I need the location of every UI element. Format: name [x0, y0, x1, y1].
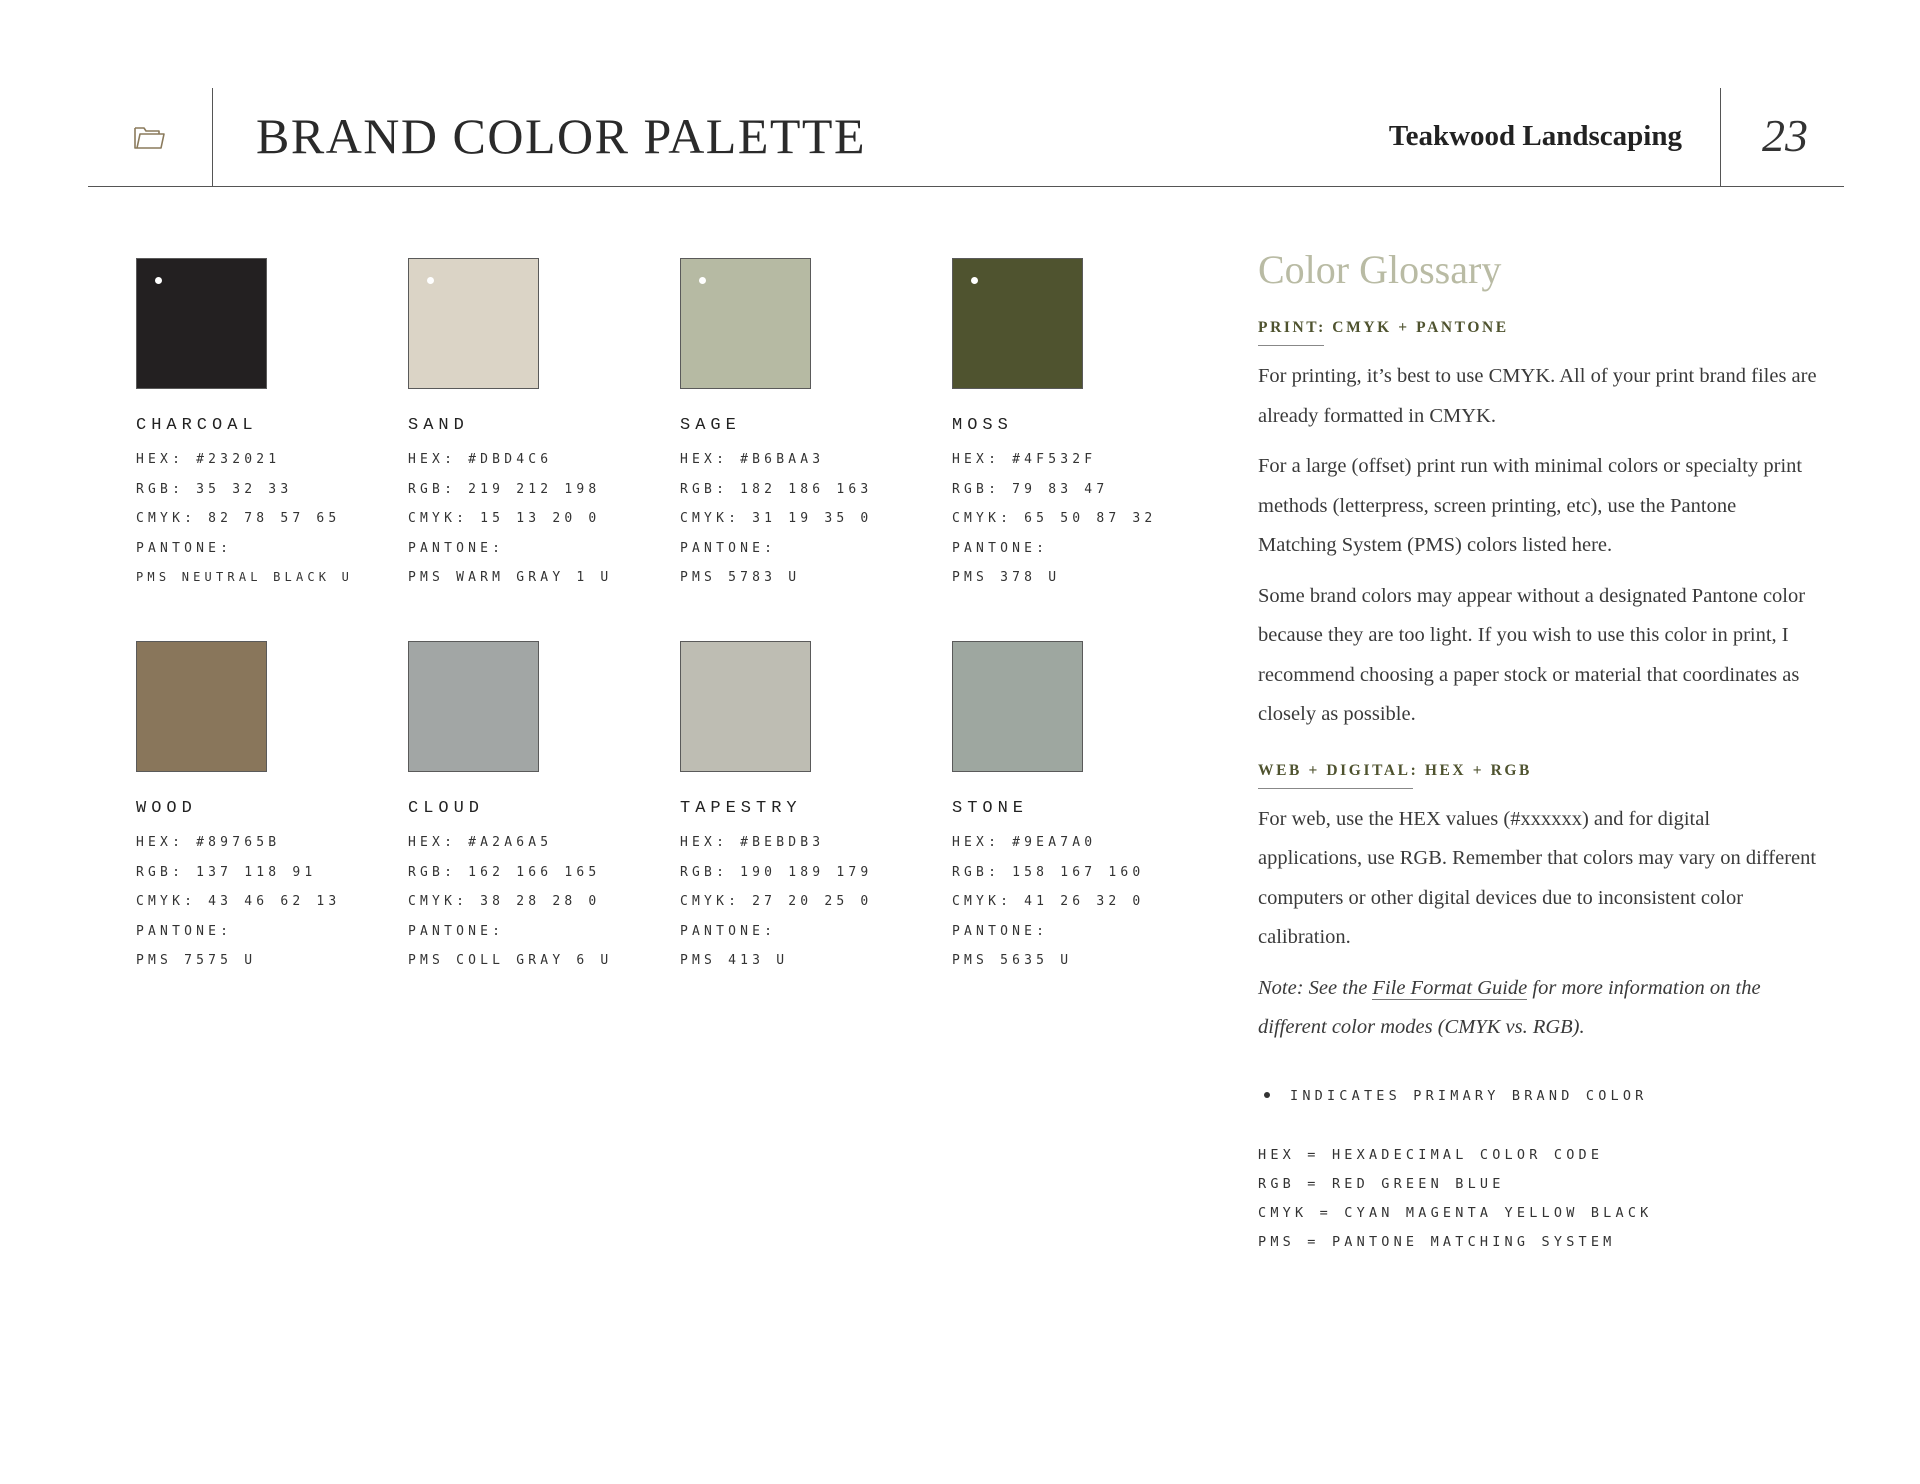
file-format-guide-link[interactable]: File Format Guide: [1372, 976, 1528, 999]
swatch-hex: HEX: #232021: [136, 452, 281, 467]
print-heading-text: PRINT: CMYK + PANTONE: [1258, 319, 1509, 336]
page-header: [88, 88, 1844, 187]
swatch-pantone-label: PANTONE:: [408, 540, 505, 556]
swatch-pantone: PMS NEUTRAL BLACK U: [136, 570, 354, 584]
color-glossary: [1258, 244, 1818, 1257]
swatch-pantone-label: PANTONE:: [136, 923, 233, 939]
swatch-card-tapestry: [680, 641, 920, 976]
swatch-rgb: RGB: 182 186 163: [680, 481, 873, 497]
swatch-card-wood: [136, 641, 376, 976]
swatch-pantone-label: PANTONE:: [408, 923, 505, 939]
primary-indicator: [1258, 1082, 1818, 1111]
swatch-name: TAPESTRY: [680, 799, 802, 818]
folder-icon: [132, 122, 166, 152]
color-swatch: [136, 258, 267, 389]
swatch-cmyk: CMYK: 82 78 57 65: [136, 511, 341, 526]
glossary-title: Color Glossary: [1258, 247, 1502, 292]
primary-indicator-text: INDICATES PRIMARY BRAND COLOR: [1290, 1087, 1648, 1104]
swatch-name: SAGE: [680, 416, 741, 435]
print-paragraph-1: For printing, it’s best to use CMYK. All of your print brand files are already formatted in CMYK.: [1258, 365, 1817, 427]
swatch-rgb: RGB: 137 118 91: [136, 864, 317, 880]
swatch-pantone-label: PANTONE:: [680, 540, 777, 556]
swatch-pantone-label: PANTONE:: [680, 923, 777, 939]
color-swatch: [408, 641, 539, 772]
web-paragraph: For web, use the HEX values (#xxxxxx) and for digital applications, use RGB. Remember that colors may vary on different computers or other digital devices due to inconsistent color calibration.: [1258, 807, 1817, 948]
swatch-rgb: RGB: 162 166 165: [408, 864, 601, 880]
swatch-name: CLOUD: [408, 799, 485, 818]
legend-item: HEX = HEXADECIMAL COLOR CODE: [1258, 1146, 1604, 1163]
legend-list: [1258, 1141, 1818, 1257]
swatch-rgb: RGB: 79 83 47: [952, 481, 1109, 497]
color-swatch: [680, 641, 811, 772]
swatch-cmyk: CMYK: 38 28 28 0: [408, 894, 601, 909]
swatch-hex: HEX: #B6BAA3: [680, 452, 825, 467]
print-paragraph-3: Some brand colors may appear without a designated Pantone color because they are too light. If you wish to use this color in print, I recommend choosing a paper stock or material that coordinates as closely as possible.: [1258, 584, 1806, 725]
note-prefix: Note: See the: [1258, 976, 1373, 999]
bullet-icon: [1264, 1092, 1270, 1098]
swatch-rgb: RGB: 158 167 160: [952, 864, 1145, 880]
legend-item: PMS = PANTONE MATCHING SYSTEM: [1258, 1233, 1616, 1250]
swatch-pantone-label: PANTONE:: [136, 540, 233, 556]
web-heading-text: WEB + DIGITAL: HEX + RGB: [1258, 761, 1532, 779]
header-divider-right: [1720, 88, 1721, 186]
primary-dot-icon: [699, 277, 706, 284]
note-paragraph: [1258, 969, 1818, 1048]
legend-item: CMYK = CYAN MAGENTA YELLOW BLACK: [1258, 1204, 1653, 1221]
color-swatch: [408, 258, 539, 389]
swatch-pantone: PMS 5783 U: [680, 570, 801, 585]
swatch-name: MOSS: [952, 416, 1013, 435]
swatch-pantone: PMS 5635 U: [952, 953, 1073, 968]
color-swatch: [952, 641, 1083, 772]
swatch-pantone: PMS 7575 U: [136, 953, 257, 968]
swatch-pantone: PMS COLL GRAY 6 U: [408, 953, 613, 968]
swatch-rgb: RGB: 219 212 198: [408, 481, 601, 497]
brand-name: Teakwood Landscaping: [1388, 120, 1682, 152]
print-paragraph-2: For a large (offset) print run with minimal colors or specialty print methods (letterpress, screen printing, etc), use the Pantone Matching System (PMS) colors listed here.: [1258, 455, 1803, 556]
swatch-cmyk: CMYK: 27 20 25 0: [680, 894, 873, 909]
note-suffix: for more information on the different color modes (CMYK vs. RGB).: [1258, 976, 1761, 1038]
swatch-card-moss: [952, 258, 1192, 593]
color-swatch: [680, 258, 811, 389]
swatch-name: SAND: [408, 416, 469, 435]
legend-item: RGB = RED GREEN BLUE: [1258, 1175, 1505, 1192]
print-heading: [1258, 318, 1509, 338]
swatch-card-cloud: [408, 641, 648, 976]
swatch-pantone: PMS WARM GRAY 1 U: [408, 570, 613, 585]
swatch-hex: HEX: #4F532F: [952, 452, 1097, 467]
page-number: 23: [1762, 110, 1808, 161]
page-title: BRAND COLOR PALETTE: [256, 108, 867, 164]
swatch-cmyk: CMYK: 43 46 62 13: [136, 894, 341, 909]
swatch-rgb: RGB: 35 32 33: [136, 481, 293, 497]
swatch-hex: HEX: #BEBDB3: [680, 835, 825, 850]
swatch-rgb: RGB: 190 189 179: [680, 864, 873, 880]
primary-dot-icon: [155, 277, 162, 284]
primary-dot-icon: [971, 277, 978, 284]
swatch-name: CHARCOAL: [136, 416, 258, 435]
header-divider-left: [212, 88, 213, 186]
swatch-pantone: PMS 378 U: [952, 570, 1061, 585]
swatch-name: WOOD: [136, 799, 197, 818]
swatch-hex: HEX: #89765B: [136, 835, 281, 850]
swatch-pantone-label: PANTONE:: [952, 540, 1049, 556]
swatch-card-sage: [680, 258, 920, 593]
web-heading: [1258, 761, 1532, 781]
swatch-pantone-label: PANTONE:: [952, 923, 1049, 939]
swatch-pantone: PMS 413 U: [680, 953, 789, 968]
color-swatch: [136, 641, 267, 772]
swatch-hex: HEX: #9EA7A0: [952, 835, 1097, 850]
primary-dot-icon: [427, 277, 434, 284]
swatch-card-stone: [952, 641, 1192, 976]
swatch-name: STONE: [952, 799, 1029, 818]
swatch-card-charcoal: [136, 258, 376, 593]
swatch-cmyk: CMYK: 31 19 35 0: [680, 511, 873, 526]
swatch-card-sand: [408, 258, 648, 593]
swatch-cmyk: CMYK: 41 26 32 0: [952, 894, 1145, 909]
swatch-hex: HEX: #A2A6A5: [408, 835, 553, 850]
swatch-cmyk: CMYK: 65 50 87 32: [952, 511, 1157, 526]
swatch-hex: HEX: #DBD4C6: [408, 452, 553, 467]
color-swatch: [952, 258, 1083, 389]
swatch-cmyk: CMYK: 15 13 20 0: [408, 511, 601, 526]
